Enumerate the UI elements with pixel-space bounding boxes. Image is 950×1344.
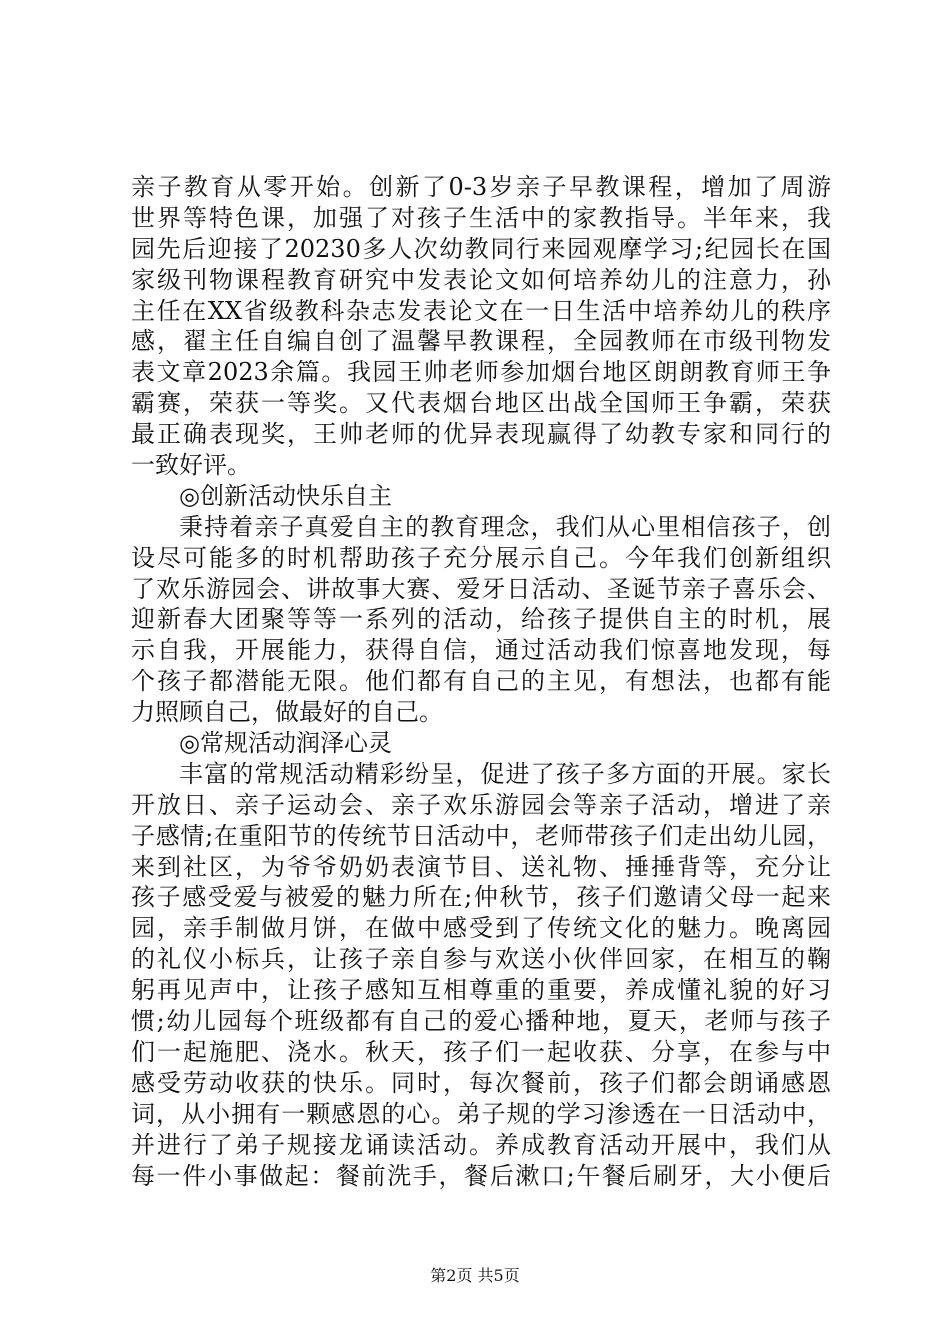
text-line: 孩子感受爱与被爱的魅力所在;仲秋节，孩子们邀请父母一起来 xyxy=(131,883,831,912)
document-body xyxy=(131,172,831,1191)
text-line: 开放日、亲子运动会、亲子欢乐游园会等亲子活动，增进了亲 xyxy=(131,790,831,819)
text-line: 示自我，开展能力，获得自信，通过活动我们惊喜地发现，每 xyxy=(131,636,831,665)
text-line: 个孩子都潜能无限。他们都有自己的主见，有想法，也都有能 xyxy=(131,667,831,696)
text-line: 园先后迎接了20230多人次幼教同行来园观摩学习;纪园长在国 xyxy=(131,234,831,263)
text-line: 设尽可能多的时机帮助孩子充分展示自己。今年我们创新组织 xyxy=(131,543,831,572)
text-line: 的礼仪小标兵，让孩子亲自参与欢送小伙伴回家，在相互的鞠 xyxy=(131,945,831,974)
text-line: 主任在XX省级教科杂志发表论文在一日生活中培养幼儿的秩序 xyxy=(131,296,831,325)
text-line: 一致好评。 xyxy=(131,451,251,480)
text-line: 最正确表现奖，王帅老师的优异表现赢得了幼教专家和同行的 xyxy=(131,420,831,449)
text-line: 子感情;在重阳节的传统节日活动中，老师带孩子们走出幼儿园， xyxy=(131,821,831,850)
text-line: 家级刊物课程教育研究中发表论文如何培养幼儿的注意力，孙 xyxy=(131,265,831,294)
section-heading: ◎创新活动快乐自主 xyxy=(179,481,392,510)
text-line: 霸赛，荣获一等奖。又代表烟台地区出战全国师王争霸，荣获 xyxy=(131,389,831,418)
text-line: 迎新春大团聚等等一系列的活动，给孩子提供自主的时机，展 xyxy=(131,605,831,634)
text-line: 表文章2023余篇。我园王帅老师参加烟台地区朗朗教育师王争 xyxy=(131,358,831,387)
text-line: 感受劳动收获的快乐。同时，每次餐前，孩子们都会朗诵感恩 xyxy=(131,1068,831,1097)
text-line: 感，翟主任自编自创了温馨早教课程，全园教师在市级刊物发 xyxy=(131,327,831,356)
text-line: 并进行了弟子规接龙诵读活动。养成教育活动开展中，我们从 xyxy=(131,1130,831,1159)
paragraph-first-line: 丰富的常规活动精彩纷呈，促进了孩子多方面的开展。家长 xyxy=(179,759,831,788)
text-line: 每一件小事做起：餐前洗手，餐后漱口;午餐后刷牙，大小便后 xyxy=(131,1161,831,1190)
section-heading: ◎常规活动润泽心灵 xyxy=(179,729,392,758)
text-line: 们一起施肥、浇水。秋天，孩子们一起收获、分享，在参与中 xyxy=(131,1037,831,1066)
text-line: 躬再见声中，让孩子感知互相尊重的重要，养成懂礼貌的好习 xyxy=(131,976,831,1005)
text-line: 力照顾自己，做最好的自己。 xyxy=(131,698,443,727)
text-line: 园，亲手制做月饼，在做中感受到了传统文化的魅力。晚离园 xyxy=(131,914,831,943)
text-line: 惯;幼儿园每个班级都有自己的爱心播种地，夏天，老师与孩子 xyxy=(131,1007,831,1036)
paragraph-first-line: 秉持着亲子真爱自主的教育理念，我们从心里相信孩子，创 xyxy=(179,512,831,541)
page-number-footer: 第2页 共5页 xyxy=(430,1266,520,1285)
text-line: 来到社区，为爷爷奶奶表演节目、送礼物、捶捶背等，充分让 xyxy=(131,852,831,881)
text-line: 亲子教育从零开始。创新了0-3岁亲子早教课程，增加了周游 xyxy=(131,173,831,201)
text-line: 世界等特色课，加强了对孩子生活中的家教指导。半年来，我 xyxy=(131,203,831,232)
text-line: 了欢乐游园会、讲故事大赛、爱牙日活动、圣诞节亲子喜乐会、 xyxy=(131,574,831,603)
text-line: 词，从小拥有一颗感恩的心。弟子规的学习渗透在一日活动中， xyxy=(131,1099,831,1128)
